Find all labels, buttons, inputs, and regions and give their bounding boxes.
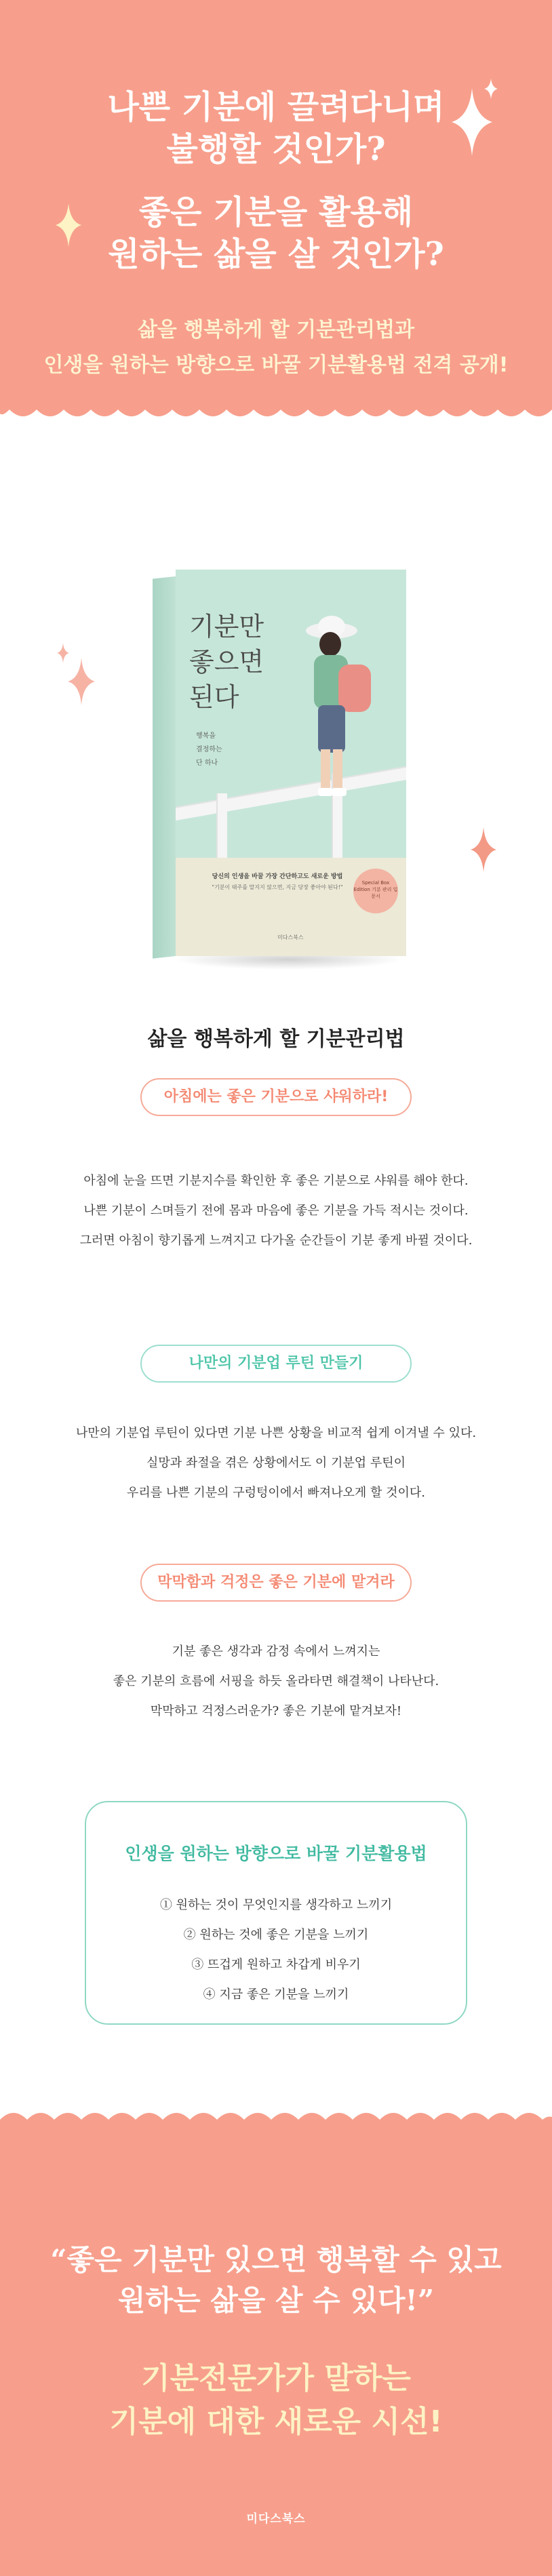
section-title: 삶을 행복하게 할 기분관리법 [147, 1027, 405, 1051]
book-subtitle-line: 결정하는 [196, 746, 222, 753]
sparkle-icon [56, 203, 81, 247]
book-title [189, 609, 264, 715]
book-title-line: 된다 [189, 682, 239, 712]
paragraph-line: 기분 좋은 생각과 감정 속에서 느껴지는 [172, 1644, 380, 1659]
book-tagline: 당신의 인생을 바꿀 가장 간단하고도 새로운 방법 [212, 873, 343, 880]
pill-heading-routine: 나만의 기분업 루틴 만들기 [140, 1345, 412, 1383]
scalloped-edge [0, 400, 552, 427]
methods-title: 인생을 원하는 방향으로 바꿀 기분활용법 [125, 1844, 427, 1863]
list-item: ① 원하는 것이 무엇인지를 생각하고 느끼기 [159, 1898, 393, 1912]
sparkle-icon [471, 827, 496, 872]
publisher-logo: 미다스북스 [246, 2512, 306, 2526]
paragraph-line: 우리를 나쁜 기분의 구렁텅이에서 빠져나오게 할 것이다. [127, 1486, 425, 1500]
sparkle-icon [68, 658, 95, 705]
list-item: ③ 뜨겁게 원하고 차갑게 비우기 [191, 1958, 361, 1972]
book-title-line: 기분만 [189, 612, 264, 641]
paragraph-line: 좋은 기분의 흐름에 서핑을 하듯 올라타면 해결책이 나타난다. [113, 1674, 439, 1688]
paragraph-line: 그러면 아침이 향기롭게 느껴지고 다가올 순간들이 기분 좋게 바뀔 것이다. [79, 1233, 473, 1248]
hero-question-line-2: 불행할 것인가? [166, 130, 386, 168]
book-title-line: 좋으면 [189, 647, 264, 677]
book-badge: Special Box Edition 기분 관리 입문서 [353, 869, 398, 913]
footer-quote-line-1: “좋은 기분만 있으면 행복할 수 있고 [50, 2243, 502, 2276]
footer-quote-line-2: 원하는 삶을 살 수 있다!” [117, 2284, 435, 2317]
methods-list [86, 1890, 466, 2010]
book-spine [153, 576, 176, 959]
list-item: ② 원하는 것에 좋은 기분을 느끼기 [183, 1928, 369, 1942]
book-front [176, 570, 406, 956]
book-tagline-quote: "기분이 태주를 말지지 않으면, 지금 당장 좋아야 된다!" [212, 884, 343, 890]
sparkle-icon [484, 79, 498, 99]
paragraph-line: 나만의 기분업 루틴이 있다면 기분 나쁜 상황을 비교적 쉽게 이겨낼 수 있다. [75, 1426, 477, 1440]
hero-question-line-3: 좋은 기분을 활용해 [138, 193, 414, 231]
sparkle-icon [57, 643, 69, 663]
book-lower-panel [176, 858, 406, 956]
methods-box [85, 1801, 467, 2025]
footer-tagline-line-1: 기분전문가가 말하는 [141, 2361, 411, 2396]
book-subtitle-line: 행복을 [196, 732, 216, 740]
hero-question-line-1: 나쁜 기분에 끌려다니며 [107, 88, 445, 126]
pill-heading-morning: 아침에는 좋은 기분으로 샤워하라! [140, 1078, 412, 1116]
book-subtitle [196, 730, 222, 770]
book-publisher: 미다스북스 [277, 934, 304, 940]
hero-question-line-4: 원하는 삶을 살 것인가? [108, 235, 444, 273]
paragraph-routine [0, 1419, 552, 1508]
paragraph-worry [0, 1637, 552, 1726]
paragraph-line: 실망과 좌절을 겪은 상황에서도 이 기분업 루틴이 [146, 1456, 406, 1470]
pill-heading-worry: 막막함과 걱정은 좋은 기분에 맡겨라 [140, 1564, 412, 1602]
girl-illustration [291, 610, 393, 814]
book-cover-image [153, 570, 424, 976]
paragraph-line: 막막하고 걱정스러운가? 좋은 기분에 맡겨보자! [150, 1704, 402, 1718]
book-subtitle-line: 단 하나 [196, 759, 218, 767]
footer-tagline-line-2: 기분에 대한 새로운 시선! [109, 2404, 443, 2439]
paragraph-morning [0, 1166, 552, 1256]
hero-subtitle-line-1: 삶을 행복하게 할 기분관리법과 [137, 318, 415, 342]
paragraph-line: 나쁜 기분이 스며들기 전에 몸과 마음에 좋은 기분을 가득 적시는 것이다. [83, 1204, 469, 1218]
paragraph-line: 아침에 눈을 뜨면 기분지수를 확인한 후 좋은 기분으로 샤워를 해야 한다. [83, 1174, 469, 1188]
hero-subtitle-line-2: 인생을 원하는 방향으로 바꿀 기분활용법 전격 공개! [43, 353, 509, 377]
list-item: ④ 지금 좋은 기분을 느끼기 [203, 1987, 349, 2002]
